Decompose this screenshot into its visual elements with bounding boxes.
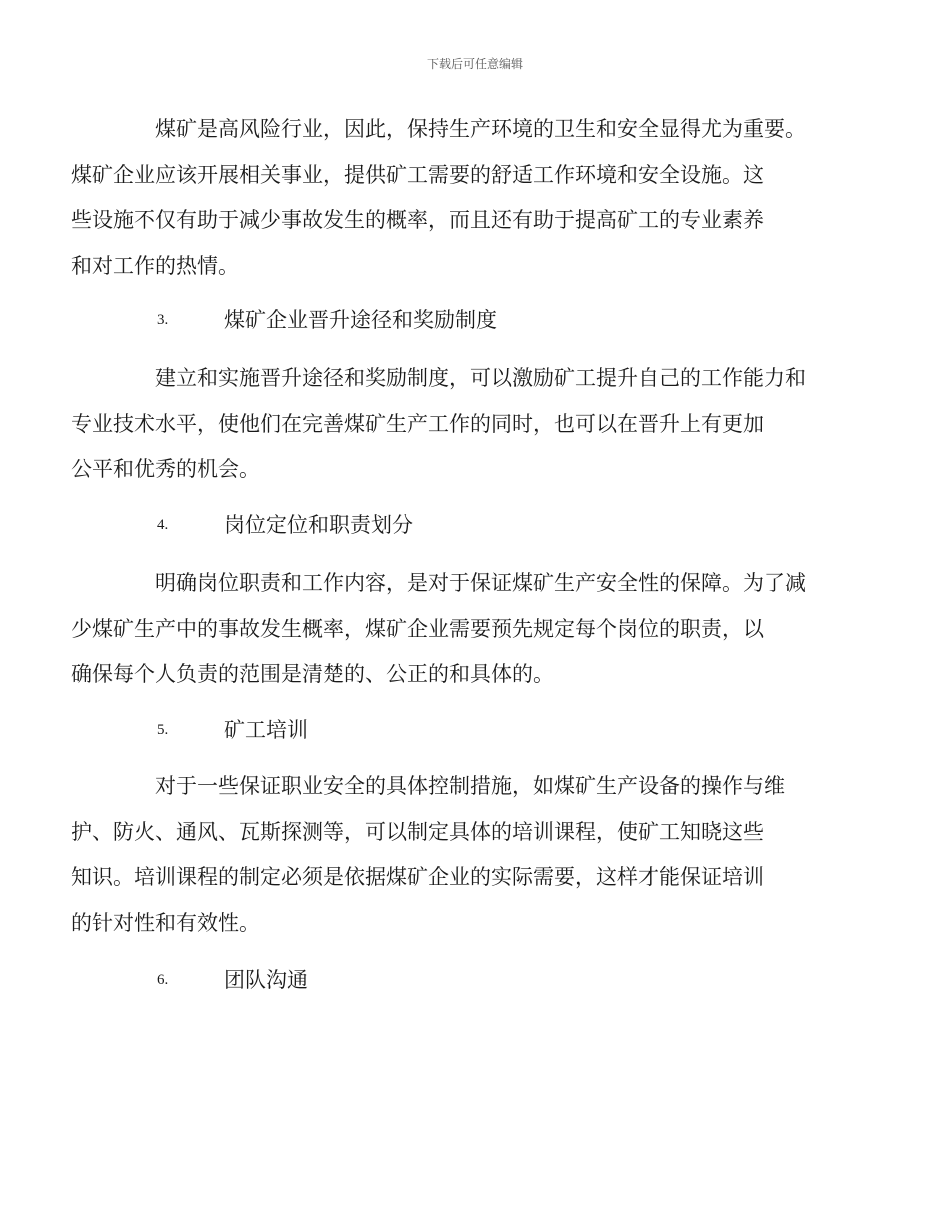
paragraph-line: 明确岗位职责和工作内容，是对于保证煤矿生产安全性的保障。为了减	[155, 571, 806, 595]
paragraph-job-responsibilities	[71, 561, 833, 698]
section-heading-4	[157, 505, 757, 545]
paragraph-line: 煤矿是高风险行业，因此，保持生产环境的卫生和安全显得尤为重要。	[155, 117, 806, 141]
section-title: 团队沟通	[224, 968, 308, 992]
section-title: 煤矿企业晋升途径和奖励制度	[224, 308, 497, 332]
paragraph-line: 护、防火、通风、瓦斯探测等，可以制定具体的培训课程，使矿工知晓这些	[71, 819, 764, 844]
paragraph-line: 知识。培训课程的制定必须是依据煤矿企业的实际需要，这样才能保证培训	[71, 865, 764, 889]
section-number: 6.	[157, 972, 169, 988]
paragraph-training	[71, 764, 833, 946]
section-heading-6	[157, 960, 757, 1000]
paragraph-line: 的针对性和有效性。	[71, 910, 260, 935]
section-number: 3.	[157, 312, 169, 328]
section-number: 4.	[157, 517, 169, 533]
section-heading-5	[157, 710, 757, 750]
paragraph-line: 建立和实施晋升途径和奖励制度，可以激励矿工提升自己的工作能力和	[155, 366, 806, 390]
paragraph-line: 些设施不仅有助于减少事故发生的概率，而且还有助于提高矿工的专业素养	[71, 208, 764, 232]
paragraph-promotion	[71, 356, 833, 493]
paragraph-line: 对于一些保证职业安全的具体控制措施，如煤矿生产设备的操作与维	[155, 774, 785, 798]
paragraph-line: 专业技术水平，使他们在完善煤矿生产工作的同时，也可以在晋升上有更加	[71, 411, 764, 436]
paragraph-line: 和对工作的热情。	[71, 253, 239, 278]
paragraph-line: 确保每个人负责的范围是清楚的、公正的和具体的。	[71, 662, 554, 686]
paragraph-line: 少煤矿生产中的事故发生概率，煤矿企业需要预先规定每个岗位的职责，以	[71, 616, 764, 641]
paragraph-line: 公平和优秀的机会。	[71, 457, 260, 481]
page-header: 下载后可任意编辑	[426, 57, 523, 71]
paragraph-line: 煤矿企业应该开展相关事业，提供矿工需要的舒适工作环境和安全设施。这	[71, 162, 764, 187]
section-title: 岗位定位和职责划分	[224, 513, 413, 537]
section-number: 5.	[157, 722, 169, 738]
section-title: 矿工培训	[224, 718, 308, 742]
section-heading-3	[157, 300, 757, 340]
paragraph-workplace-safety	[71, 107, 833, 289]
